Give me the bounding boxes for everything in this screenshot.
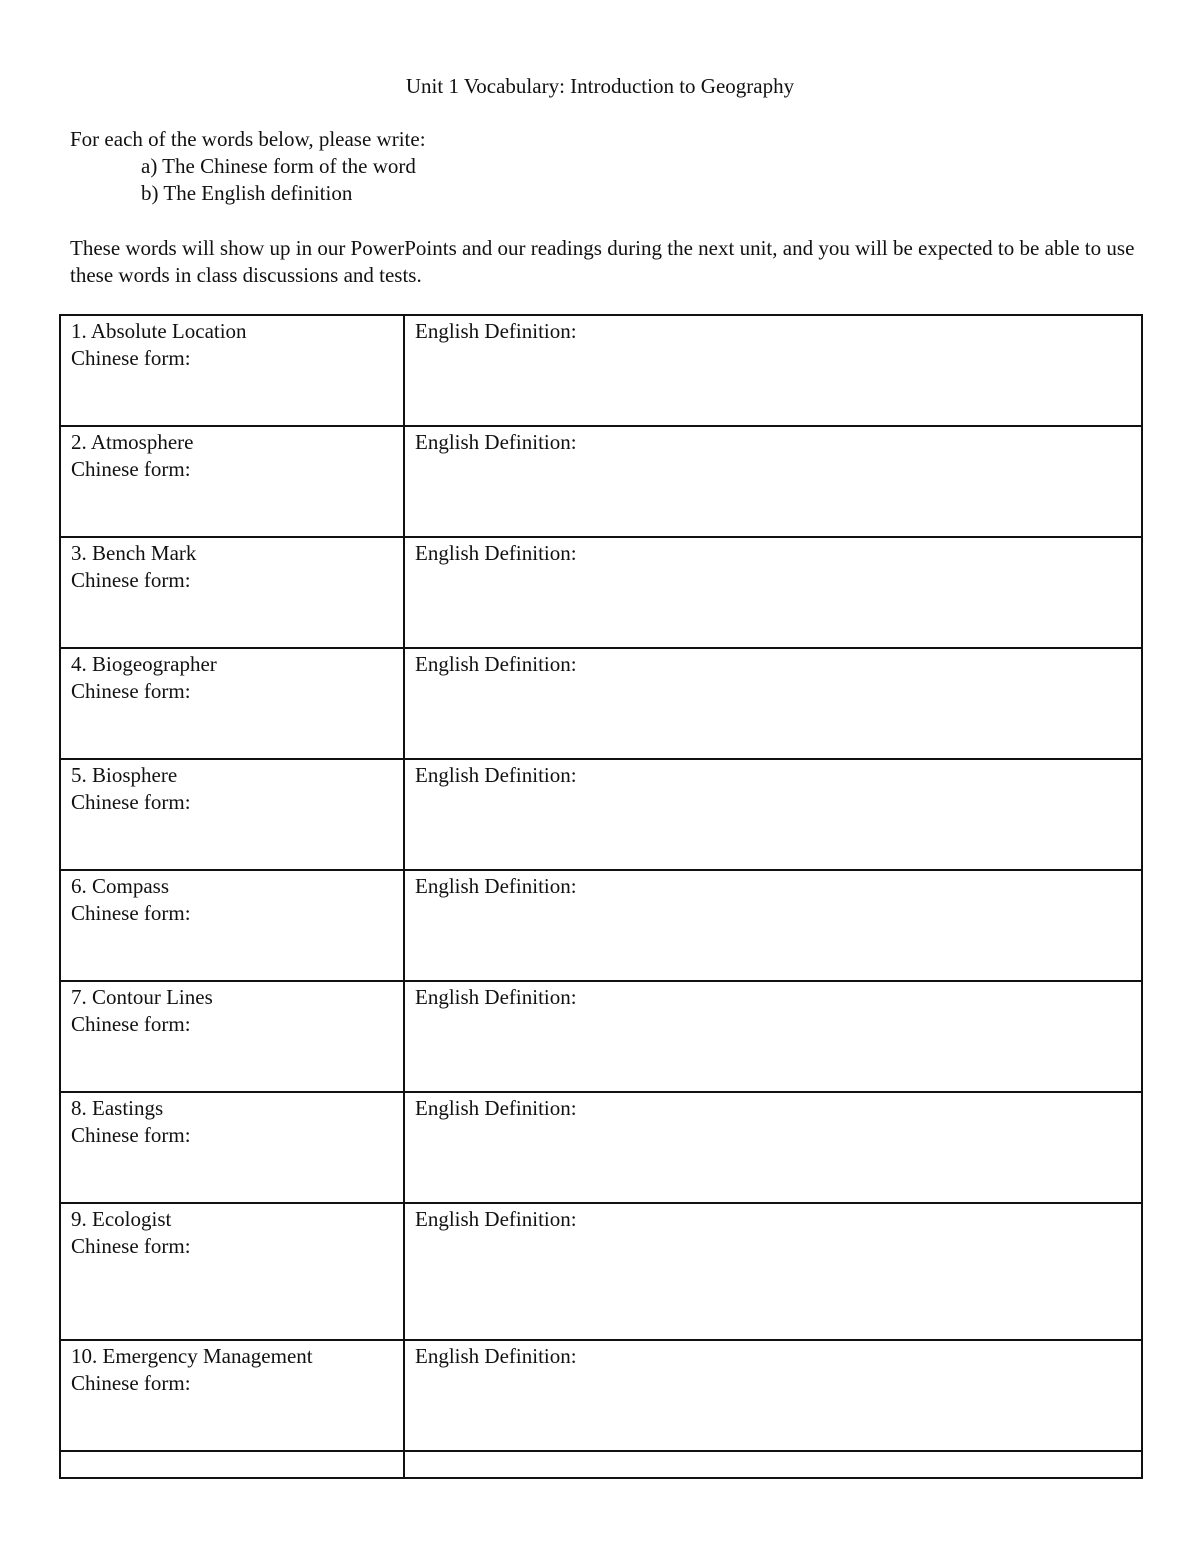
english-definition-label: English Definition: — [415, 874, 577, 898]
definition-cell[interactable] — [404, 315, 1142, 426]
term-cell[interactable] — [60, 315, 404, 426]
term-cell[interactable] — [60, 759, 404, 870]
english-definition-label: English Definition: — [415, 1207, 577, 1231]
chinese-form-label: Chinese form: — [71, 1371, 191, 1395]
instructions-intro: For each of the words below, please write: — [70, 127, 426, 151]
english-definition-label: English Definition: — [415, 541, 577, 565]
table-row — [60, 1092, 1142, 1203]
term-label: 3. Bench Mark — [71, 541, 197, 565]
chinese-form-label: Chinese form: — [71, 1123, 191, 1147]
table-row — [60, 1340, 1142, 1451]
instructions-paragraph: These words will show up in our PowerPoints and our readings during the next unit, and you will be expected to be able to use these words in class discussions and tests. — [70, 236, 1135, 287]
term-cell[interactable] — [60, 426, 404, 537]
definition-cell[interactable] — [404, 1340, 1142, 1451]
table-row — [60, 537, 1142, 648]
english-definition-label: English Definition: — [415, 430, 577, 454]
table-row — [60, 1203, 1142, 1340]
table-row — [60, 870, 1142, 981]
chinese-form-label: Chinese form: — [71, 568, 191, 592]
definition-cell[interactable] — [404, 1092, 1142, 1203]
english-definition-label: English Definition: — [415, 1096, 577, 1120]
table-row-empty — [60, 1451, 1142, 1478]
definition-cell[interactable] — [404, 981, 1142, 1092]
term-cell[interactable] — [60, 537, 404, 648]
chinese-form-label: Chinese form: — [71, 901, 191, 925]
term-label: 1. Absolute Location — [71, 319, 247, 343]
table-row — [60, 426, 1142, 537]
term-label: 4. Biogeographer — [71, 652, 217, 676]
instruction-item-a: a) The Chinese form of the word — [141, 154, 416, 178]
definition-cell[interactable] — [404, 648, 1142, 759]
definition-cell[interactable] — [404, 1203, 1142, 1340]
english-definition-label: English Definition: — [415, 652, 577, 676]
term-label: 10. Emergency Management — [71, 1344, 313, 1368]
term-label: 8. Eastings — [71, 1096, 164, 1120]
term-label: 2. Atmosphere — [71, 430, 194, 454]
table-row — [60, 981, 1142, 1092]
empty-definition-cell[interactable] — [404, 1451, 1142, 1478]
term-label: 7. Contour Lines — [71, 985, 213, 1009]
english-definition-label: English Definition: — [415, 319, 577, 343]
definition-cell[interactable] — [404, 537, 1142, 648]
definition-cell[interactable] — [404, 870, 1142, 981]
table-row — [60, 315, 1142, 426]
chinese-form-label: Chinese form: — [71, 790, 191, 814]
english-definition-label: English Definition: — [415, 985, 577, 1009]
chinese-form-label: Chinese form: — [71, 1234, 191, 1258]
term-cell[interactable] — [60, 1092, 404, 1203]
chinese-form-label: Chinese form: — [71, 679, 191, 703]
page-title: Unit 1 Vocabulary: Introduction to Geography — [405, 74, 795, 98]
chinese-form-label: Chinese form: — [71, 457, 191, 481]
vocabulary-table — [59, 314, 1143, 1479]
empty-term-cell[interactable] — [60, 1451, 404, 1478]
term-label: 5. Biosphere — [71, 763, 178, 787]
definition-cell[interactable] — [404, 426, 1142, 537]
term-cell[interactable] — [60, 981, 404, 1092]
english-definition-label: English Definition: — [415, 1344, 577, 1368]
instruction-item-b: b) The English definition — [141, 181, 353, 205]
term-cell[interactable] — [60, 648, 404, 759]
term-cell[interactable] — [60, 1203, 404, 1340]
table-row — [60, 759, 1142, 870]
chinese-form-label: Chinese form: — [71, 346, 191, 370]
term-cell[interactable] — [60, 870, 404, 981]
definition-cell[interactable] — [404, 759, 1142, 870]
term-label: 9. Ecologist — [71, 1207, 172, 1231]
english-definition-label: English Definition: — [415, 763, 577, 787]
chinese-form-label: Chinese form: — [71, 1012, 191, 1036]
term-label: 6. Compass — [71, 874, 170, 898]
table-row — [60, 648, 1142, 759]
term-cell[interactable] — [60, 1340, 404, 1451]
